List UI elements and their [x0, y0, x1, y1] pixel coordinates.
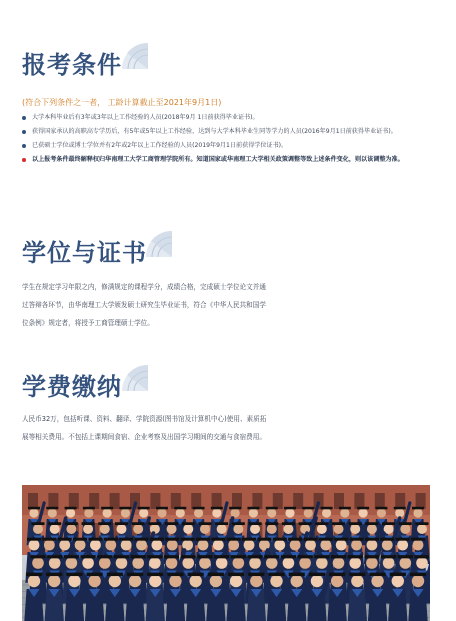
- conditions-list: [22, 113, 437, 169]
- title-fan-decoration-icon: [118, 39, 152, 73]
- list-item: [22, 141, 437, 152]
- condition-text: 获得国家承认的高职高专学历后，有5年或5年以上工作经验，达到与大学本科毕业生同等学力的人员(2016年9月1日前获得毕业证书)。: [32, 128, 397, 135]
- bullet-dot-icon: [22, 158, 26, 162]
- conditions-title: 报考条件: [22, 51, 122, 79]
- list-item-highlight: [22, 155, 437, 166]
- degree-title: 学位与证书: [22, 239, 147, 267]
- condition-text: 大学本科毕业后有3年或3年以上工作经验的人员(2018年9月 1日前获得毕业证书)。: [32, 114, 259, 121]
- degree-line: 过答辩各环节，由华南理工大学颁发硕士研究生毕业证书，符合《中华人民共和国学: [22, 301, 266, 309]
- bullet-dot-icon: [22, 144, 26, 148]
- bullet-dot-icon: [22, 130, 26, 134]
- graduation-group-illustration: [22, 485, 430, 621]
- degree-line: 位条例》规定者，将授予工商管理硕士学位。: [22, 319, 154, 327]
- degree-header: [22, 233, 182, 273]
- tuition-line: 人民币32万，包括听课、资料、翻译、学院资源(图书馆及计算机中心)使用、素质拓: [22, 415, 267, 423]
- tuition-paragraph: [22, 410, 342, 446]
- highlight-text: 以上报考条件最终解释权归华南理工大学工商管理学院所有。知道国家或华南理工大学相关政策调整等致上述条件变化，则以该调整为准。: [32, 156, 404, 163]
- list-item: [22, 113, 437, 124]
- tuition-line: 展等相关费用。不包括上课期间食宿、企业考察及出国学习期间的交通与食宿费用。: [22, 433, 266, 441]
- title-fan-decoration-icon: [118, 361, 152, 395]
- bullet-dot-icon: [22, 116, 26, 120]
- eligibility-note: (符合下列条件之一者， 工龄计算截止至2021年9月1日): [22, 98, 222, 107]
- list-item: [22, 127, 437, 138]
- tuition-header: [22, 367, 162, 407]
- title-fan-decoration-icon: [142, 227, 176, 261]
- condition-text: 已获硕士学位或博士学位并有2年或2年以上工作经验的人员(2019年9月1日前获得学位证书)。: [32, 142, 288, 149]
- conditions-header: [22, 45, 162, 85]
- graduation-photo: [22, 485, 430, 621]
- degree-paragraph: [22, 278, 342, 332]
- tuition-title: 学费缴纳: [22, 373, 122, 401]
- degree-line: 学生在规定学习年限之内，修满规定的课程学分，成绩合格，完成硕士学位论文并通: [22, 283, 266, 291]
